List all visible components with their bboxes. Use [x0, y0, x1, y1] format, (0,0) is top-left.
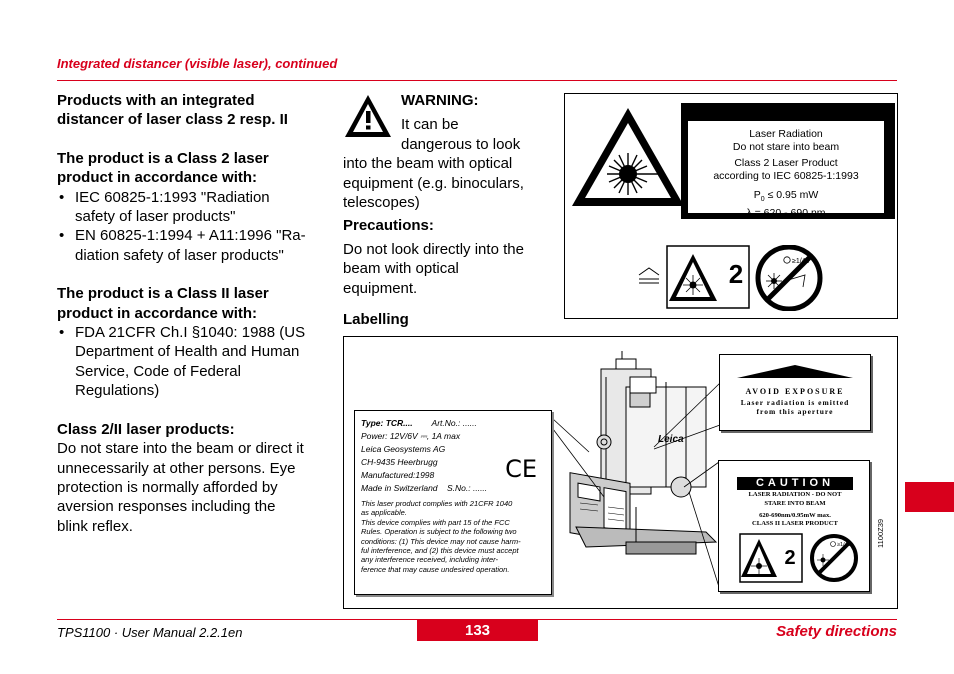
chapter-title: Safety directions: [776, 623, 897, 640]
list-item: • IEC 60825-1:1993 "Radiation safety of laser products": [57, 188, 325, 227]
header-rule: [57, 80, 897, 81]
chapter-tab: [905, 482, 954, 512]
power-value: $P_0 \le 0.95$ mW: [753, 189, 819, 204]
page-number: 133: [417, 620, 538, 641]
class-number: 2: [728, 259, 744, 289]
svg-text:≥1/4s: ≥1/4s: [837, 542, 851, 548]
running-header: Integrated distancer (visible laser), continued: [57, 56, 338, 71]
arrow-triangle-icon: [735, 365, 855, 379]
classII-heading: The product is a Class II laser product in accordance with:: [57, 285, 269, 322]
no-stare-caution-icon: [807, 533, 861, 583]
laser-warning-triangle-icon: [570, 106, 686, 210]
warning-title: WARNING:: [401, 92, 479, 109]
no-stare-icon: [753, 245, 825, 311]
precautions-title: Precautions:: [343, 217, 434, 235]
figure-code: 1100Z39: [876, 518, 885, 548]
list-item: • EN 60825-1:1994 + A11:1996 "Ra- diation safety of laser products": [57, 226, 325, 265]
classII-list: [57, 323, 325, 401]
class2-list: [57, 188, 325, 266]
intro-heading: Products with an integrated distancer of laser class 2 resp. II: [57, 92, 288, 129]
type-plate: Type: TCR.... Art.No.: ...... Power: 12V/6V ⎓, 1A max Leica Geosystems AG CH-9435 Heerbrugg Manufactured:1998 Made in Switzerland S.No.: ...... CE This laser product complies with 21CFR 1040 as applicable. This device complies with part 15 of the FCC Rules. Operation is subject to the following two conditions: (1) This device may not cause harm- ful interference, and (2) this device must accept any interference received, including inter- ference that may cause undesired operation.: [354, 410, 552, 595]
svg-text:2: 2: [784, 547, 796, 569]
svg-text:≥1/4s: ≥1/4s: [792, 258, 810, 265]
left-column: [57, 91, 325, 536]
class2-heading: The product is a Class 2 laser product in accordance with:: [57, 149, 269, 187]
labelling-title: Labelling: [343, 311, 409, 329]
type-row: Type: TCR.... Art.No.: ......: [361, 418, 477, 428]
brand-mark: Leica: [658, 434, 684, 445]
iec-explanatory-label: Laser Radiation Do not stare into beam Class 2 Laser Product according to IEC 60825-1:1993 $P_0 \le 0.95$ mW λ = 620 - 690 nm: [681, 103, 895, 219]
caution-label: CAUTION LASER RADIATION - DO NOT STARE INTO BEAM 620-690nm/0.95mW max. CLASS II LASER PRODUCT 2 ≥1/4s: [718, 460, 870, 592]
class2-label-icon: [666, 245, 750, 309]
manual-title: TPS1100 · User Manual 2.2.1en: [57, 625, 243, 640]
warning-icon: [343, 93, 393, 139]
products-heading: Class 2/II laser products:: [57, 420, 235, 438]
list-item: • FDA 21CFR Ch.I §1040: 1988 (US Department of Health and Human Service, Code of Federal Regulations): [57, 323, 325, 401]
middle-column: WARNING: It can be dangerous to look into the beam with optical equipment (e.g. binoculars, telescopes) Precautions: Do not look directly into the beam with optical equipment. Labelling: [343, 91, 548, 329]
products-text: Do not stare into the beam or direct it unnecessarily at other persons. Eye protection is normally afforded by aversion responses including the blink reflex.: [57, 440, 304, 535]
wavelength: λ = 620 - 690 nm: [746, 206, 826, 219]
aperture-icon: [637, 266, 661, 286]
caution-title: CAUTION: [737, 477, 853, 490]
ce-mark: CE: [505, 455, 537, 483]
made-in-row: Made in Switzerland S.No.: ......: [361, 483, 488, 493]
class2-caution-icon: [739, 533, 803, 583]
avoid-exposure-label: AVOID EXPOSURE Laser radiation is emitted from this aperture: [719, 354, 871, 431]
